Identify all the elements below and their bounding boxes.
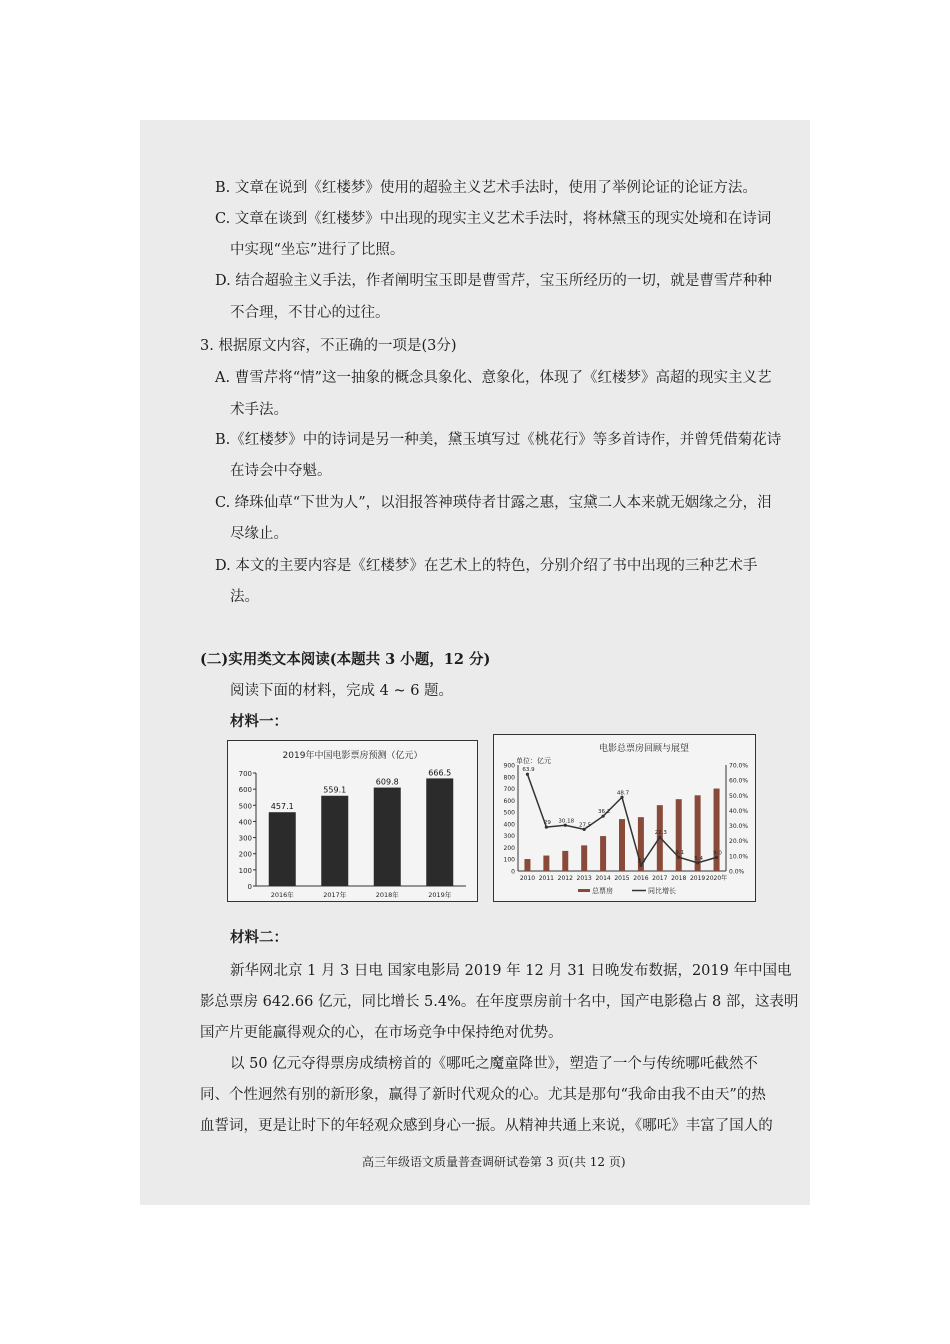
chart2-point-label: 30.18	[558, 818, 575, 825]
q3-option-c-line2: 尽缘止。	[230, 526, 288, 542]
q2-option-d-line1: D. 结合超验主义手法，作者阐明宝玉即是曹雪芹，宝玉所经历的一切，就是曹雪芹种种	[215, 273, 772, 289]
chart2-bar	[600, 836, 606, 871]
chart2-x-tick-label: 2011	[538, 875, 555, 882]
chart1-y-tick-label: 300	[238, 834, 252, 843]
chart1-title: 2019年中国电影票房预测（亿元）	[282, 751, 423, 761]
legend-swatch-total	[578, 889, 590, 892]
chart2-right-tick-label: 30.0%	[729, 823, 749, 831]
chart2-x-tick-label: 2020年	[705, 875, 728, 882]
chart2-bar	[562, 851, 568, 871]
chart2-point-label: 9.1	[675, 850, 685, 857]
chart2-point-label: 48.7	[616, 790, 630, 797]
chart2-left-tick-label: 600	[503, 797, 515, 805]
chart2-x-tick-label: 2013	[576, 875, 592, 882]
chart2-right-tick-label: 70.0%	[729, 762, 749, 770]
chart2-unit-label: 单位：亿元	[516, 757, 551, 765]
chart2-x-tick-label: 2018	[671, 875, 687, 882]
chart2-x-tick-label: 2016	[633, 875, 649, 882]
material2-label: 材料二：	[230, 929, 288, 946]
chart-box-left	[227, 740, 478, 902]
chart1-y-tick-label: 400	[238, 818, 252, 827]
chart2-left-tick-label: 0	[511, 868, 515, 876]
chart2-left-tick-label: 900	[503, 762, 515, 770]
legend-growth: 同比增长	[648, 887, 676, 895]
para2-line3: 血誓词，更是让时下的年轻观众感到身心一振。从精神共通上来说，《哪吒》丰富了国人的	[200, 1118, 773, 1134]
chart1-y-tick-label: 100	[238, 866, 252, 875]
section-instruction: 阅读下面的材料，完成 4 ~ 6 题。	[230, 683, 454, 699]
chart1-bar	[269, 812, 296, 886]
chart2-left-tick-label: 100	[503, 856, 515, 864]
chart1-y-tick-label: 0	[247, 883, 252, 891]
para1-line2: 影总票房 642.66 亿元，同比增长 5.4%。在年度票房前十名中，国产电影稳占 8 部，这表明	[200, 994, 799, 1010]
chart2-bar	[524, 859, 530, 871]
para2-line1: 以 50 亿元夺得票房成绩榜首的《哪吒之魔童降世》，塑造了一个与传统哪吒截然不	[230, 1056, 758, 1072]
chart2-left-tick-label: 800	[503, 774, 515, 782]
chart2-bar	[675, 799, 685, 871]
chart1-data-label: 457.1	[270, 802, 294, 812]
chart1-x-tick-label: 2018年	[375, 891, 399, 899]
chart2-right-tick-label: 60.0%	[729, 777, 749, 785]
q2-option-b: B. 文章在说到《红楼梦》使用的超验主义艺术手法时，使用了举例论证的论证方法。	[215, 180, 757, 196]
chart2-x-tick-label: 2017	[652, 875, 668, 882]
chart2-bar	[581, 845, 587, 871]
box-office-forecast-chart	[228, 741, 477, 901]
chart2-point-label: 29	[543, 820, 551, 827]
section-heading: (二)实用类文本阅读(本题共 3 小题，12 分)	[200, 651, 491, 668]
chart1-bar	[426, 778, 453, 886]
page-footer: 高三年级语文质量普查调研试卷第 3 页(共 12 页)	[362, 1155, 626, 1169]
chart1-x-tick-label: 2019年	[428, 891, 452, 899]
chart2-left-tick-label: 200	[503, 844, 515, 852]
q2-option-d-line2: 不合理，不甘心的过往。	[230, 305, 390, 321]
chart1-data-label: 666.5	[428, 768, 452, 778]
para1-line3: 国产片更能赢得观众的心，在市场竞争中保持绝对优势。	[200, 1025, 563, 1041]
chart2-title: 电影总票房回顾与展望	[598, 744, 690, 754]
chart1-data-label: 559.1	[323, 785, 347, 795]
chart1-data-label: 609.8	[375, 777, 399, 787]
chart2-left-tick-label: 700	[503, 786, 515, 794]
chart2-x-tick-label: 2012	[557, 875, 573, 882]
chart2-left-tick-label: 500	[503, 809, 515, 817]
chart2-x-tick-label: 2015	[614, 875, 630, 882]
chart2-point-label: 3.7	[637, 858, 647, 865]
chart2-left-tick-label: 400	[503, 821, 515, 829]
chart1-y-tick-label: 200	[238, 850, 252, 859]
chart1-y-tick-label: 700	[238, 770, 252, 778]
chart2-x-tick-label: 2014	[595, 875, 611, 882]
q2-option-c-line2: 中实现“坐忘”进行了比照。	[230, 242, 405, 258]
box-office-review-chart	[494, 735, 755, 901]
chart2-point-label: 63.9	[522, 767, 535, 774]
q3-option-c-line1: C. 绛珠仙草“下世为人”，以泪报答神瑛侍者甘露之惠，宝黛二人本来就无姻缘之分，泪	[215, 495, 772, 511]
chart1-x-tick-label: 2016年	[270, 891, 294, 899]
chart2-right-tick-label: 20.0%	[729, 838, 749, 846]
chart1-y-tick-label: 600	[238, 786, 252, 795]
chart2-bar	[619, 819, 625, 871]
chart1-bar	[321, 796, 348, 886]
chart2-point-label: 36.2	[597, 809, 611, 816]
q3-option-a-line2: 术手法。	[230, 402, 288, 418]
material1-label: 材料一：	[230, 713, 288, 730]
q3-option-a-line1: A. 曹雪芹将“情”这一抽象的概念具象化、意象化，体现了《红楼梦》高超的现实主义艺	[215, 370, 772, 386]
chart2-right-tick-label: 0.0%	[729, 868, 745, 876]
chart2-point-label: 22.3	[654, 830, 667, 837]
q3-option-b-line2: 在诗会中夺魁。	[230, 463, 332, 479]
chart1-y-tick-label: 500	[238, 802, 252, 811]
chart2-right-tick-label: 10.0%	[729, 853, 749, 861]
q3-stem: 3. 根据原文内容，不正确的一项是(3分)	[200, 338, 457, 354]
q3-option-d-line1: D. 本文的主要内容是《红楼梦》在艺术上的特色，分别介绍了书中出现的三种艺术手	[215, 558, 758, 574]
legend-total: 总票房	[592, 887, 613, 895]
chart2-left-tick-label: 300	[503, 833, 515, 841]
chart2-x-tick-label: 2010	[519, 875, 536, 882]
chart2-right-tick-label: 50.0%	[729, 792, 749, 800]
chart1-x-tick-label: 2017年	[323, 891, 347, 899]
q3-option-d-line2: 法。	[230, 589, 259, 605]
chart2-point-label: 9.0	[713, 850, 722, 857]
chart1-bar	[374, 788, 401, 886]
chart2-right-tick-label: 40.0%	[729, 807, 749, 815]
para2-line2: 同、个性迥然有别的新形象，赢得了新时代观众的心。尤其是那句“我命由我不由天”的热	[200, 1087, 766, 1103]
chart2-point-label: 5.4	[694, 855, 704, 862]
chart2-point-label: 27.5	[579, 822, 592, 829]
para1-line1: 新华网北京 1 月 3 日电 国家电影局 2019 年 12 月 31 日晚发布数据，2019 年中国电	[230, 963, 792, 979]
q2-option-c-line1: C. 文章在谈到《红楼梦》中出现的现实主义艺术手法时，将林黛玉的现实处境和在诗词	[215, 211, 772, 227]
q3-option-b-line1: B.《红楼梦》中的诗词是另一种美，黛玉填写过《桃花行》等多首诗作，并曾凭借菊花诗	[215, 432, 782, 448]
chart2-legend	[578, 886, 676, 895]
chart2-x-tick-label: 2019	[689, 875, 706, 882]
chart-box-right	[493, 734, 756, 902]
chart2-bar	[543, 856, 549, 871]
